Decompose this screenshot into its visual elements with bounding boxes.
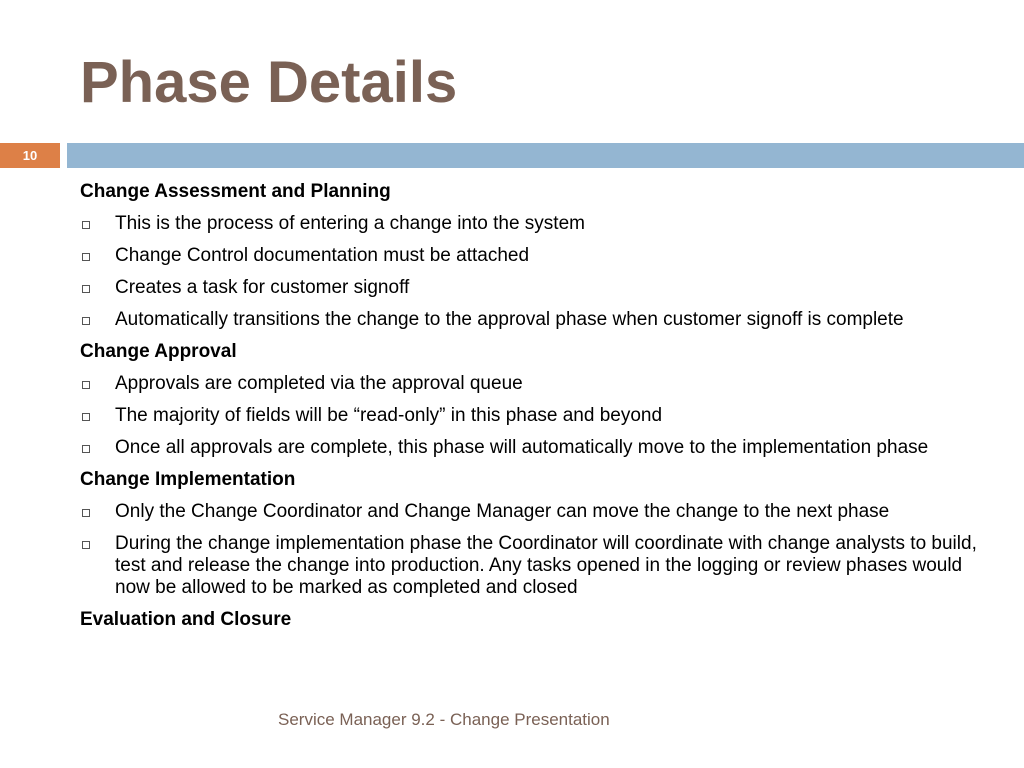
hollow-square-bullet-icon	[82, 253, 90, 261]
bullet-item	[80, 309, 980, 331]
bullet-text: Change Control documentation must be attached	[115, 245, 530, 266]
bullet-item	[80, 213, 980, 235]
bullet-text: Approvals are completed via the approval queue	[115, 373, 523, 394]
bullet-text: Automatically transitions the change to the approval phase when customer signoff is complete	[115, 309, 904, 330]
bullet-item	[80, 533, 980, 599]
hollow-square-bullet-icon	[82, 381, 90, 389]
hollow-square-bullet-icon	[82, 413, 90, 421]
hollow-square-bullet-icon	[82, 221, 90, 229]
hollow-square-bullet-icon	[82, 509, 90, 517]
bullet-item	[80, 277, 980, 299]
slide-content	[80, 181, 980, 641]
bullet-text: During the change implementation phase the Coordinator will coordinate with change analysts to build, test and release the change into production. Any tasks opened in the logging or review phases would now be allowed to be marked as completed and closed	[115, 533, 977, 598]
bullet-item	[80, 405, 980, 427]
hollow-square-bullet-icon	[82, 445, 90, 453]
bullet-item	[80, 373, 980, 395]
section-heading: Change Assessment and Planning	[80, 181, 391, 202]
bullet-text: Once all approvals are complete, this phase will automatically move to the implementation phase	[115, 437, 929, 458]
hollow-square-bullet-icon	[82, 285, 90, 293]
slide-number: 10	[0, 143, 60, 168]
bullet-text: Only the Change Coordinator and Change Manager can move the change to the next phase	[115, 501, 890, 522]
slide-title: Phase Details	[80, 50, 458, 115]
bullet-item	[80, 501, 980, 523]
section-heading: Change Implementation	[80, 469, 296, 490]
hollow-square-bullet-icon	[82, 541, 90, 549]
section-heading: Change Approval	[80, 341, 237, 362]
bullet-text: This is the process of entering a change into the system	[115, 213, 585, 234]
slide-footer: Service Manager 9.2 - Change Presentation	[278, 710, 610, 729]
bullet-text: Creates a task for customer signoff	[115, 277, 410, 298]
accent-bar	[67, 143, 1024, 168]
bullet-item	[80, 245, 980, 267]
section-heading: Evaluation and Closure	[80, 609, 292, 630]
bullet-item	[80, 437, 980, 459]
bullet-text: The majority of fields will be “read-only” in this phase and beyond	[115, 405, 663, 426]
hollow-square-bullet-icon	[82, 317, 90, 325]
